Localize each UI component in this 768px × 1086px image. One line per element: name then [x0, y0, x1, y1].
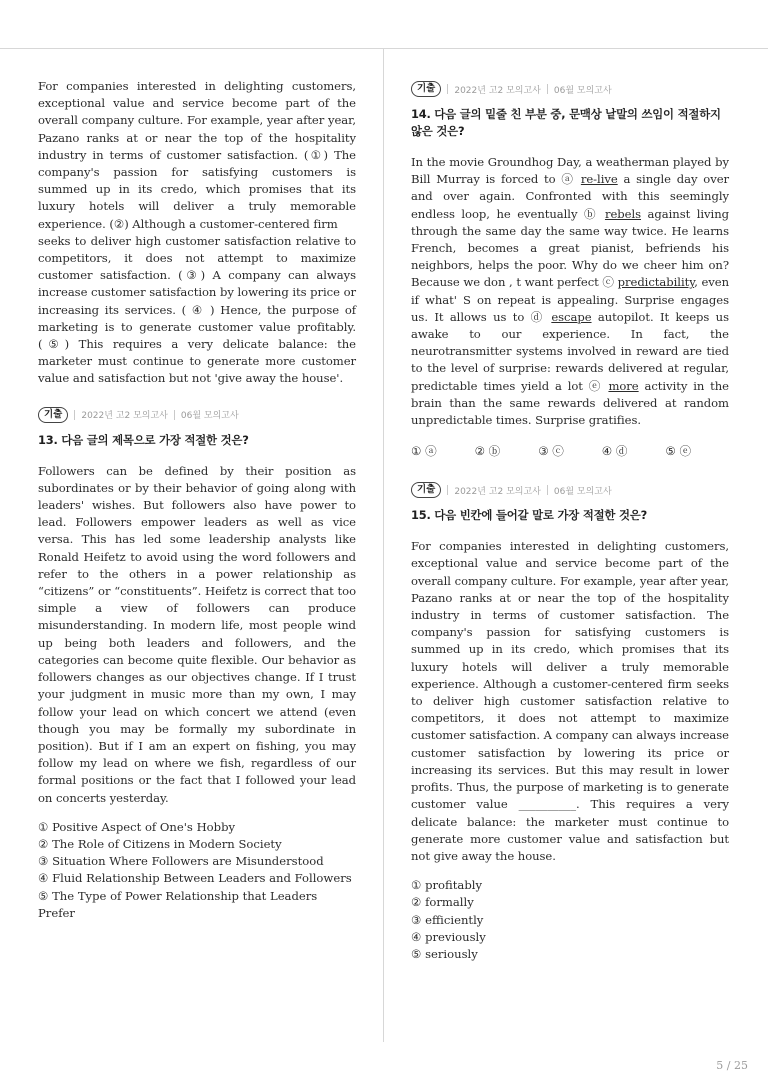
answer-options — [38, 819, 356, 922]
question-title: 15. 다음 빈칸에 들어갈 말로 가장 적절한 것은? — [411, 508, 648, 523]
question-title: 14. 다음 글의 밑줄 친 부분 중, 문맥상 낱말의 쓰임이 적절하지 않은 것은? — [411, 107, 721, 138]
left-column — [38, 78, 356, 922]
passage-text: autopilot. It keeps us awake to our experience. In fact, the neurotransmitter systems involved in reward are tied to the level of surprise: rewards delivered at regular, predictable times yield a lot — [411, 309, 730, 393]
answer-option[interactable]: ③ efficiently — [411, 912, 484, 927]
passage-text: activity in the brain than the same rewards delivered at random unpredictable times. Surprise gratifies. — [411, 378, 729, 428]
meta-divider — [74, 410, 75, 420]
passage-text: , even if what' S on repeat is appealing. Surprise engages us. It allows us to — [411, 275, 730, 324]
underlined-word-d: escape — [551, 309, 592, 324]
question-14 — [411, 80, 729, 459]
header-rule — [0, 48, 768, 49]
exam-month: 06월 모의고사 — [553, 486, 612, 497]
marker-c: ⓒ — [602, 275, 614, 290]
answer-option[interactable]: ③ ⓒ — [538, 444, 564, 459]
marker-b: ⓑ — [583, 206, 599, 221]
question-meta — [411, 481, 729, 499]
page-number: 5 / 25 — [716, 1059, 748, 1072]
answer-option[interactable]: ③ Situation Where Followers are Misunderstood — [38, 854, 324, 869]
exam-month: 06월 모의고사 — [553, 85, 612, 96]
meta-divider — [547, 84, 548, 94]
previous-passage-part-2: seeks to deliver high customer satisfaction relative to competitors, it does not attempt to maximize customer satisfaction. (③) A company can always increase customer satisfaction by lowering its price or increasing its services. ( ④ ) Hence, the purpose of marketing is to generate customer value profitably. (⑤) This requires a very delicate balance: the marketer must continue to generate more customer value and satisfaction but not 'give away the house'. — [38, 233, 356, 386]
passage-text: against living through the same day the same way twice. He learns French, becomes a great pianist, befriends his neighbors, helps the poor. Why do we cheer him on? Because we don , t want perfect — [411, 206, 729, 290]
answer-option[interactable]: ② ⓑ — [474, 444, 501, 459]
marker-e: ⓔ — [588, 378, 603, 393]
passage-text: In the movie Groundhog Day, a weatherman played by Bill Murray is forced to — [411, 155, 729, 187]
question-15 — [411, 481, 729, 963]
right-column — [411, 80, 729, 963]
question-passage: Followers can be defined by their position as subordinates or by their behavior of going along with leaders' wishes. But followers also have power to lead. Followers empower leaders as well as vice versa. This has led some leadership analysts like Ronald Heifetz to avoid using the word followers and refer to the others in a power relationship as “citizens” or “constituents”. Heifetz is correct that too simple a view of followers can produce misunderstanding. In modern life, most people wind up being both leaders and followers, and the categories can become quite flexible. Our behavior as followers changes as our objectives change. If I trust your judgment in music more than my own, I may follow your lead on which concert we attend (even though you may be formally my subordinate in position). But if I am an expert on fishing, you may follow my lead on where we fish, regardless of our formal positions or the fact that I followed your lead on concerts yesterday. — [38, 463, 356, 805]
answer-option[interactable]: ② The Role of Citizens in Modern Society — [38, 836, 282, 851]
question-meta — [38, 406, 356, 424]
passage-text: a single day over and over again. Confronted with this seemingly endless loop, he eventually — [411, 172, 729, 221]
exam-badge: 기출 — [38, 407, 68, 423]
exam-year: 2022년 고2 모의고사 — [81, 411, 168, 422]
answer-option[interactable]: ① profitably — [411, 878, 483, 893]
exam-badge: 기출 — [411, 81, 441, 97]
meta-divider — [547, 485, 548, 495]
question-title: 13. 다음 글의 제목으로 가장 적절한 것은? — [38, 432, 249, 447]
underlined-word-a: re-live — [580, 172, 618, 187]
question-passage: For companies interested in delighting customers, exceptional value and service become part of the overall company culture. For example, year after year, Pazano ranks at or near the top of the hospitality industry in terms of customer satisfaction. The company's passion for satisfying customers is summed up in its credo, which promises that its luxury hotels will deliver a truly memorable experience. Although a customer-centered firm seeks to deliver high customer satisfaction relative to competitors, it does not attempt to maximize customer satisfaction. A company can always increase customer satisfaction by lowering its price or increasing its services. But this may result in lower profits. Thus, the purpose of marketing is to generate customer value __________. This requires a very delicate balance: the marketer must continue to generate more customer value and satisfaction but not give away the house. — [411, 539, 729, 863]
meta-divider — [447, 84, 448, 94]
meta-divider — [174, 410, 175, 420]
answer-option[interactable]: ② formally — [411, 895, 474, 910]
question-13 — [38, 406, 356, 922]
answer-option[interactable]: ⑤ The Type of Power Relationship that Leaders Prefer — [38, 888, 318, 920]
answer-option[interactable]: ⑤ seriously — [411, 946, 478, 961]
question-meta — [411, 80, 729, 98]
column-divider — [383, 49, 384, 1042]
exam-badge: 기출 — [411, 482, 441, 498]
marker-a: ⓐ — [561, 172, 576, 187]
question-passage — [411, 154, 729, 429]
answer-option[interactable]: ① ⓐ — [411, 444, 437, 459]
answer-option[interactable]: ⑤ ⓔ — [665, 444, 692, 459]
answer-option[interactable]: ④ Fluid Relationship Between Leaders and Followers — [38, 871, 352, 886]
answer-options — [411, 877, 729, 963]
marker-d: ⓓ — [530, 309, 545, 324]
previous-passage-part-1: For companies interested in delighting customers, exceptional value and service become part of the overall company culture. For example, year after year, Pazano ranks at or near the top of the hospitality industry in terms of customer satisfaction. (①) The company's passion for satisfying customers is summed up in its credo, which promises that its luxury hotels will deliver a truly memorable experience. (②) Although a customer-centered firm — [38, 79, 356, 231]
exam-year: 2022년 고2 모의고사 — [454, 486, 541, 497]
underlined-word-c: predictability — [617, 275, 695, 290]
underlined-word-b: rebels — [604, 206, 641, 221]
exam-month: 06월 모의고사 — [180, 411, 239, 422]
answer-options — [411, 443, 729, 459]
answer-option[interactable]: ④ previously — [411, 929, 486, 944]
answer-option[interactable]: ① Positive Aspect of One's Hobby — [38, 819, 236, 834]
underlined-word-e: more — [608, 378, 639, 393]
meta-divider — [447, 485, 448, 495]
answer-option[interactable]: ④ ⓓ — [601, 444, 628, 459]
exam-year: 2022년 고2 모의고사 — [454, 85, 541, 96]
